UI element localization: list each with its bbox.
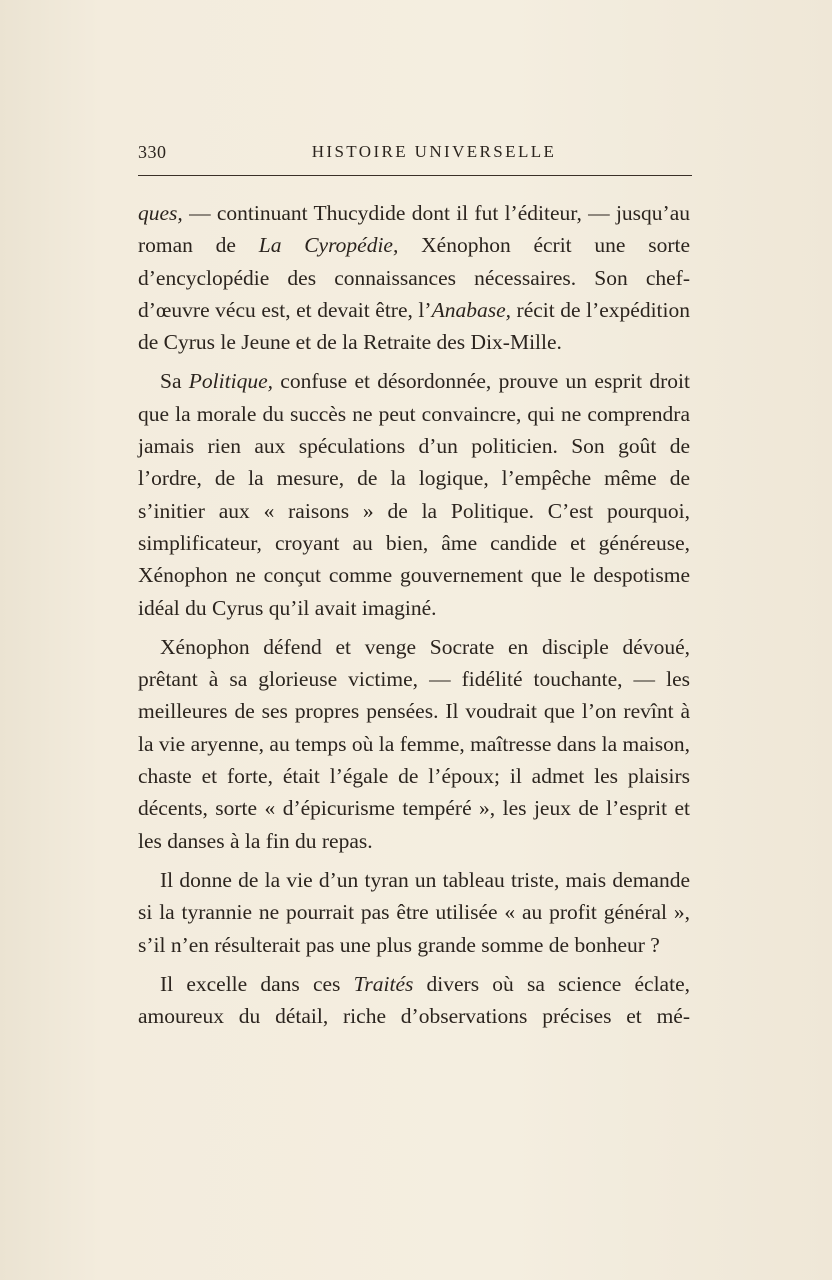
text-run: Il excelle dans ces — [160, 971, 354, 996]
text-run: Xénophon écrit une sorte d’encyclopédie des connaissances nécessaires. Son chef-d’œuvre vécu est, et devait être, l’ — [138, 233, 691, 322]
text-run: divers où sa science éclate, amoureux du détail, riche d’observations précises et mé- — [138, 971, 690, 1029]
text-run: confuse et désordonnée, prouve un esprit droit que la morale du succès ne peut convaincre, qui ne comprendra jamais rien aux spéculations d’un politicien. Son goût de l’ordre, de la mesure, de la logique, l’empêche même de s’initier aux « raisons » de la Politique. C’est pourquoi, simplificateur, croyant au bien, âme candide et généreuse, Xénophon ne conçut comme gouvernement que le despotisme idéal du Cyrus qu’il avait imaginé. — [138, 369, 691, 620]
body-text — [138, 197, 690, 1032]
paragraph — [138, 365, 690, 623]
text-run: Il donne de la vie d’un tyran un tableau triste, mais demande si la tyrannie ne pourrait pas être utilisée « au profit général », s’il n’en résulterait pas une plus grande somme de bonheur ? — [138, 867, 690, 957]
italic-title: Traités — [353, 971, 414, 996]
text-run: Sa — [160, 369, 189, 394]
page-number: 330 — [138, 142, 167, 162]
header-rule — [138, 175, 692, 176]
paragraph — [138, 864, 690, 961]
text-run: récit de l’expédition de Cyrus le Jeune et de la Retraite des Dix-Mille. — [138, 297, 691, 355]
paragraph — [138, 197, 690, 358]
italic-title: Anabase, — [431, 297, 511, 322]
page-header — [138, 138, 690, 168]
italic-title: Politique, — [188, 369, 273, 394]
italic-term: ques, — [138, 201, 183, 225]
text-run: — continuant Thucydide dont il fut l’éditeur, — jusqu’au roman de — [138, 201, 690, 258]
paragraph — [138, 968, 690, 1033]
text-run: Xénophon défend et venge Socrate en disciple dévoué, prêtant à sa glorieuse victime, — fidélité touchante, — les meilleures de ses propres pensées. Il voudrait que l’on revînt à la vie aryenne, au temps où la femme, maîtresse dans la maison, chaste et forte, était l’égale de l’époux; il admet les plaisirs décents, sorte « d’épicurisme tempéré », les jeux de l’esprit et les danses à la fin du repas. — [138, 634, 690, 853]
running-title: HISTOIRE UNIVERSELLE — [311, 142, 557, 161]
italic-title: La Cyropédie, — [258, 233, 399, 258]
paragraph — [138, 631, 690, 857]
